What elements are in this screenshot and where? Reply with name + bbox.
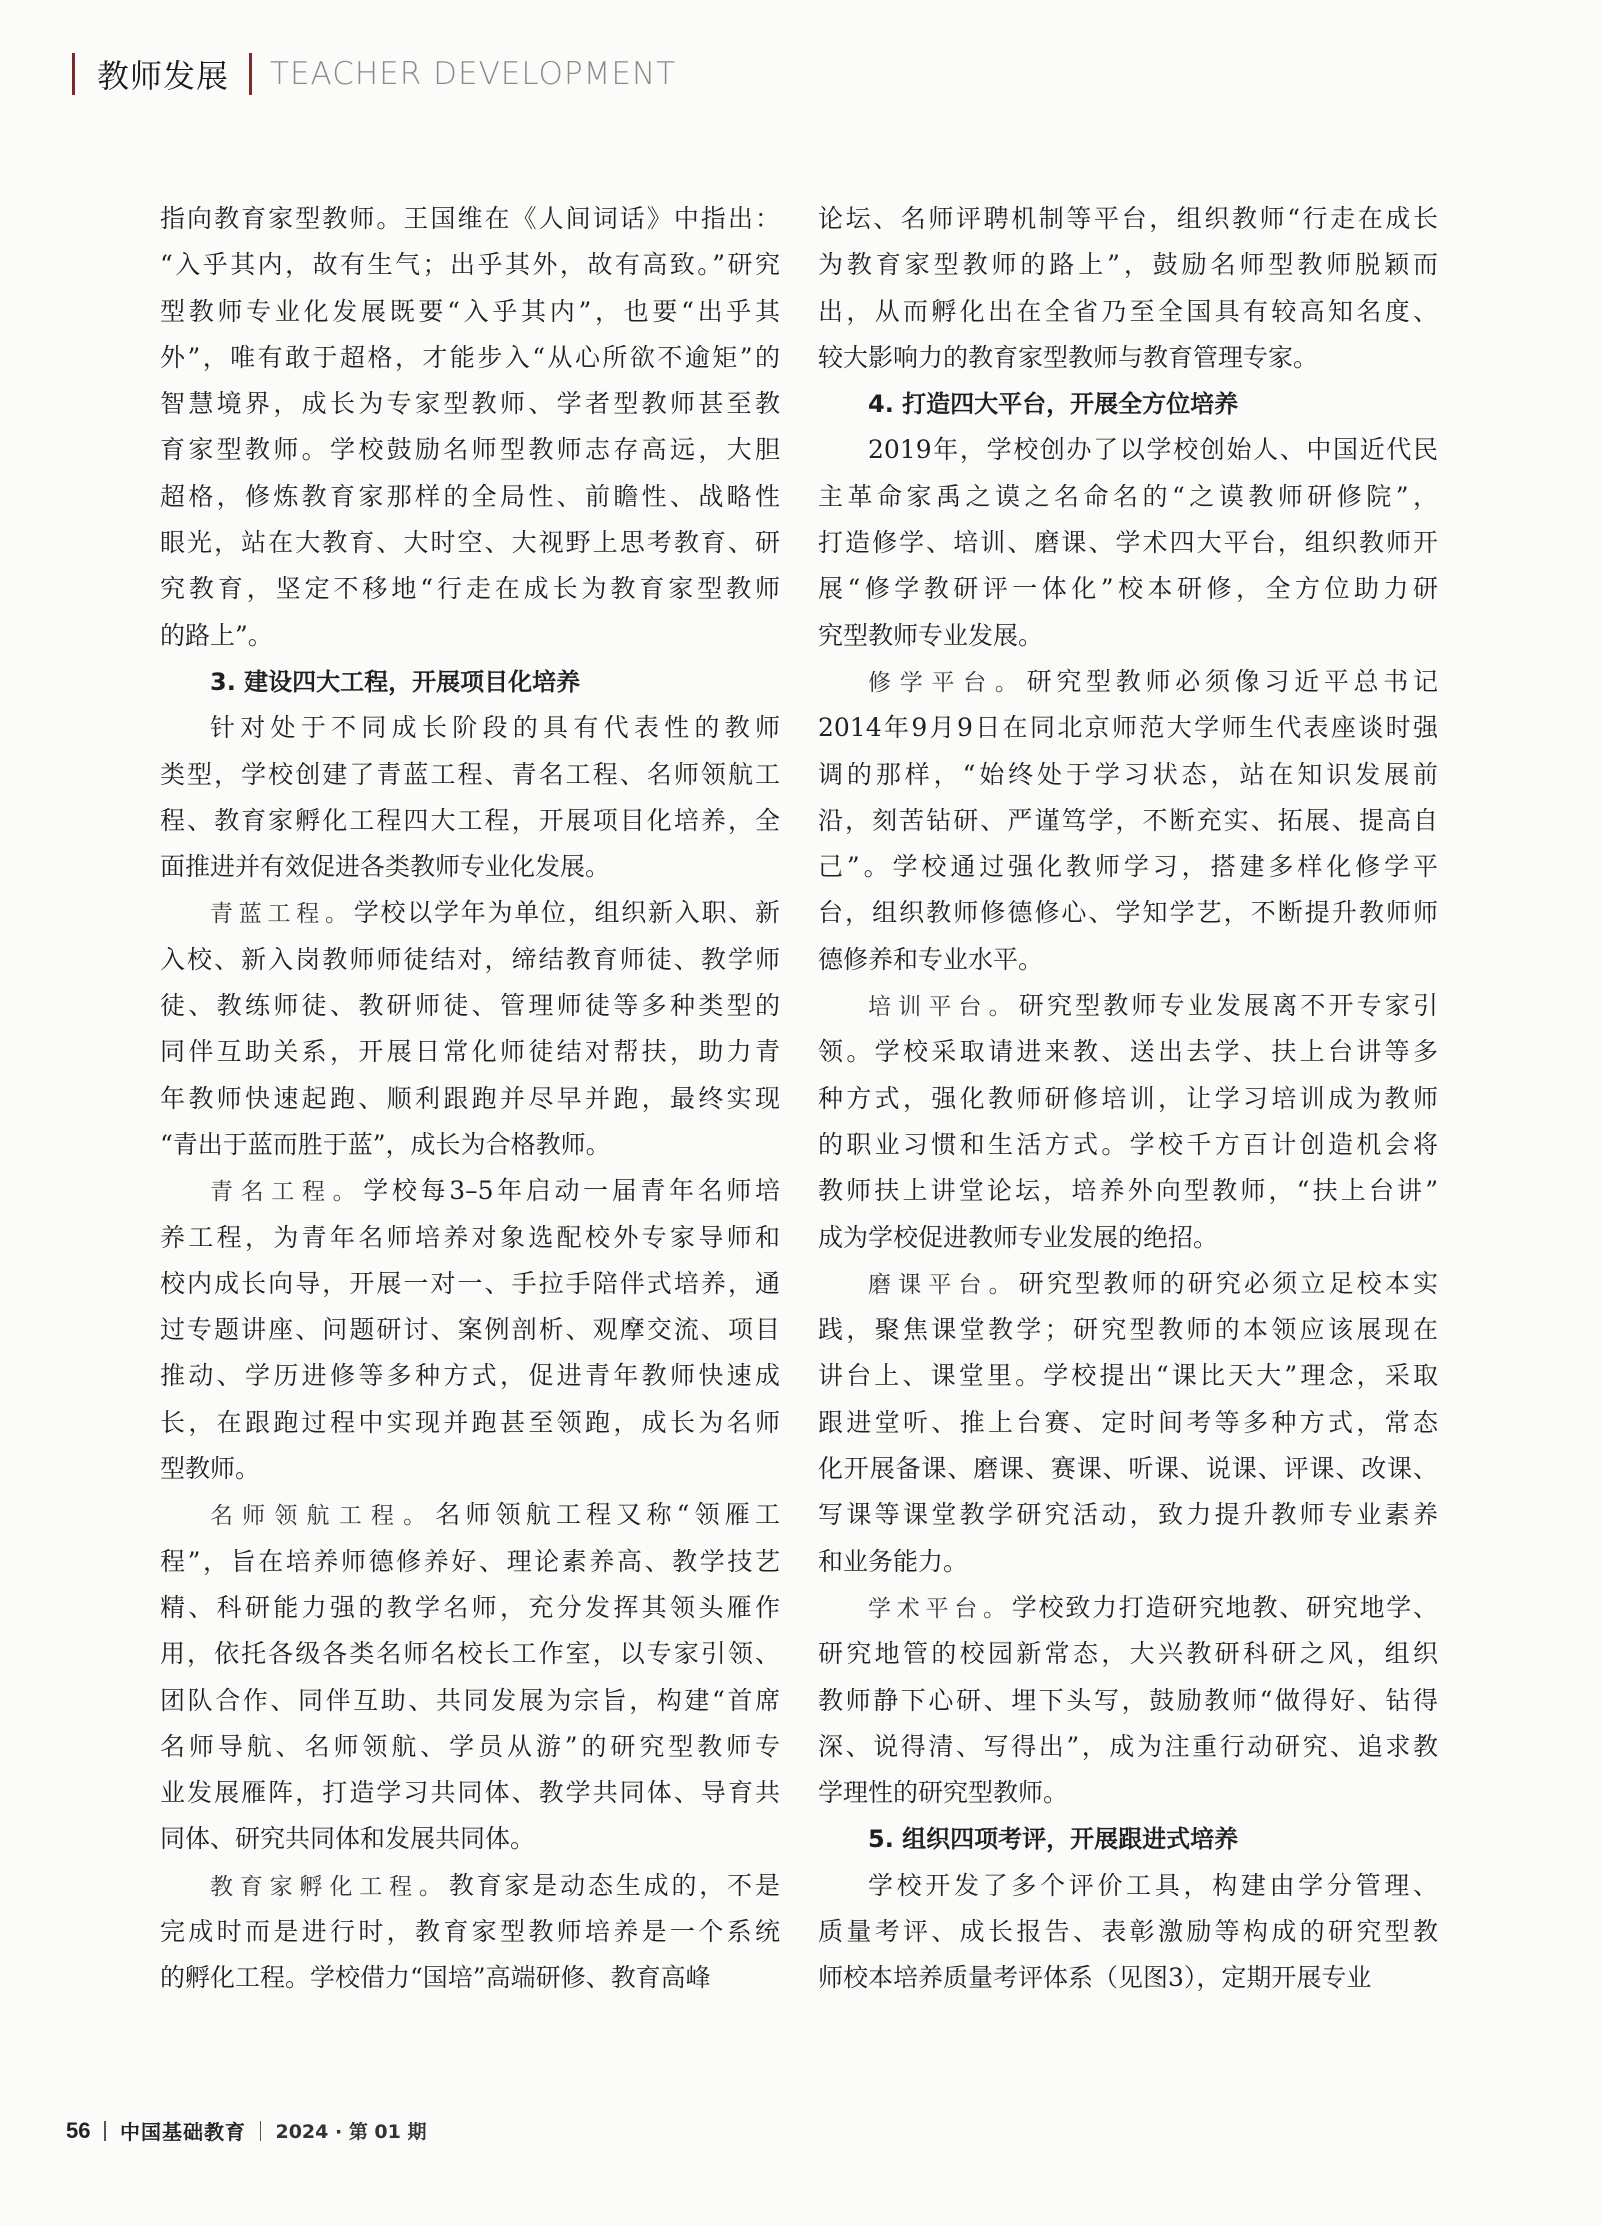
paragraph xyxy=(818,983,1438,1261)
text-line: 主革命家禹之谟之名命名的“之谟教师研修院”， xyxy=(818,481,1438,511)
text-line: 长，在跟跑过程中实现并跑甚至领跑，成长为名师 xyxy=(160,1407,780,1437)
paragraph xyxy=(818,196,1438,381)
paragraph-lead: 青蓝工程。 xyxy=(210,901,354,928)
paragraph xyxy=(818,659,1438,983)
text-line: 质量考评、成长报告、表彰激励等构成的研究型教 xyxy=(818,1916,1438,1946)
text-line: 深、说得清、写得出”，成为注重行动研究、追求教 xyxy=(818,1731,1438,1761)
text-line: 德修养和专业水平。 xyxy=(818,944,1044,974)
text-line: 研究地管的校园新常态，大兴教研科研之风，组织 xyxy=(818,1639,1438,1669)
text-line xyxy=(818,983,1438,1029)
text-line: 究型教师专业发展。 xyxy=(818,620,1044,650)
text-line xyxy=(160,1168,780,1214)
page-number: 56 xyxy=(66,2117,91,2143)
text-line: 写课等课堂教学研究活动，致力提升教师专业素养 xyxy=(818,1500,1438,1530)
text-line: 精、科研能力强的教学名师，充分发挥其领头雁作 xyxy=(160,1592,780,1622)
text-line: 的职业习惯和生活方式。学校千方百计创造机会将 xyxy=(818,1129,1438,1159)
line-text: 研究型教师专业发展离不开专家引 xyxy=(1018,991,1438,1021)
text-line: 名师导航、名师领航、学员从游”的研究型教师专 xyxy=(160,1731,780,1761)
section-heading: 4. 打造四大平台，开展全方位培养 xyxy=(868,390,1239,419)
section-header xyxy=(72,52,676,96)
text-line: 的路上”。 xyxy=(160,620,273,650)
right-column xyxy=(818,196,1438,2002)
text-line: 育家型教师。学校鼓励名师型教师志存高远，大胆 xyxy=(160,435,780,465)
text-line: 打造修学、培训、磨课、学术四大平台，组织教师开 xyxy=(818,528,1438,558)
text-line xyxy=(160,890,780,936)
text-line: 团队合作、同伴互助、共同发展为宗旨，构建“首席 xyxy=(160,1685,780,1715)
text-line: 究教育，坚定不移地“行走在成长为教育家型教师 xyxy=(160,574,780,604)
text-line: 种方式，强化教师研修培训，让学习培训成为教师 xyxy=(818,1083,1438,1113)
line-text: 学校以学年为单位，组织新入职、新 xyxy=(353,898,780,928)
paragraph xyxy=(818,1585,1438,1816)
text-line: 完成时而是进行时，教育家型教师培养是一个系统 xyxy=(160,1916,780,1946)
line-text: 学校致力打造研究地教、研究地学、 xyxy=(1011,1592,1438,1622)
text-line: 学校开发了多个评价工具，构建由学分管理、 xyxy=(868,1870,1438,1900)
text-line: 领。学校采取请进来教、送出去学、扶上台讲等多 xyxy=(818,1037,1438,1067)
text-line: 型教师专业化发展既要“入乎其内”，也要“出乎其 xyxy=(160,296,780,326)
paragraph-lead: 培训平台。 xyxy=(868,994,1019,1021)
magazine-name: 中国基础教育 xyxy=(119,2120,246,2144)
paragraph xyxy=(818,1261,1438,1585)
text-line: 眼光，站在大教育、大时空、大视野上思考教育、研 xyxy=(160,528,780,558)
text-line: 入校、新入岗教师师徒结对，缔结教育师徒、教学师 xyxy=(160,944,780,974)
line-text: 教育家是动态生成的，不是 xyxy=(448,1870,780,1900)
text-line: 2014年9月9日在同北京师范大学师生代表座谈时强 xyxy=(818,713,1438,743)
text-line: “青出于蓝而胜于蓝”，成长为合格教师。 xyxy=(160,1129,611,1159)
footer-divider xyxy=(104,2121,106,2141)
section-heading: 3. 建设四大工程，开展项目化培养 xyxy=(210,667,581,696)
text-line: 智慧境界，成长为专家型教师、学者型教师甚至教 xyxy=(160,389,780,419)
paragraph xyxy=(160,1863,780,2002)
paragraph xyxy=(160,1168,780,1492)
text-line: “入乎其内，故有生气；出乎其外，故有高致。”研究 xyxy=(160,250,780,280)
section-title-cn: 教师发展 xyxy=(97,57,230,95)
paragraph xyxy=(818,427,1438,658)
left-column xyxy=(160,196,780,2002)
text-line: 较大影响力的教育家型教师与教育管理专家。 xyxy=(818,342,1319,372)
text-line: 程、教育家孵化工程四大工程，开展项目化培养，全 xyxy=(160,805,780,835)
text-line: 己”。学校通过强化教师学习，搭建多样化修学平 xyxy=(818,852,1438,882)
section-heading: 5. 组织四项考评，开展跟进式培养 xyxy=(868,1825,1239,1854)
text-line: 同伴互助关系，开展日常化师徒结对帮扶，助力青 xyxy=(160,1037,780,1067)
text-line: 成为学校促进教师专业发展的绝招。 xyxy=(818,1222,1219,1252)
text-line: 徒、教练师徒、教研师徒、管理师徒等多种类型的 xyxy=(160,991,780,1021)
text-line: 教师静下心研、埋下头写，鼓励教师“做得好、钻得 xyxy=(818,1685,1438,1715)
paragraph xyxy=(160,196,780,659)
text-line: 展“修学教研评一体化”校本研修，全方位助力研 xyxy=(818,574,1438,604)
text-line: 出，从而孵化出在全省乃至全国具有较高知名度、 xyxy=(818,296,1438,326)
line-text: 名师领航工程又称“领雁工 xyxy=(435,1500,780,1530)
text-line: 面推进并有效促进各类教师专业化发展。 xyxy=(160,852,611,882)
text-line: 沿，刻苦钻研、严谨笃学，不断充实、拓展、提高自 xyxy=(818,805,1438,835)
footer-divider xyxy=(260,2121,262,2141)
text-line: 校内成长向导，开展一对一、手拉手陪伴式培养，通 xyxy=(160,1268,780,1298)
header-divider-bar xyxy=(249,53,252,95)
text-line: 和业务能力。 xyxy=(818,1546,969,1576)
section-title-en: TEACHER DEVELOPMENT xyxy=(270,56,677,92)
line-text: 研究型教师必须像习近平总书记 xyxy=(1026,666,1438,696)
text-line: 类型，学校创建了青蓝工程、青名工程、名师领航工 xyxy=(160,759,780,789)
text-line: 用，依托各级各类名师名校长工作室，以专家引领、 xyxy=(160,1639,780,1669)
text-line: 程”，旨在培养师德修养好、理论素养高、教学技艺 xyxy=(160,1546,780,1576)
text-line xyxy=(818,659,1438,705)
paragraph-lead: 青名工程。 xyxy=(210,1179,364,1206)
header-accent-bar xyxy=(72,53,75,95)
text-line: 超格，修炼教育家那样的全局性、前瞻性、战略性 xyxy=(160,481,780,511)
text-line: 化开展备课、磨课、赛课、听课、说课、评课、改课、 xyxy=(818,1454,1438,1484)
text-line: 养工程，为青年名师培养对象选配校外专家导师和 xyxy=(160,1222,780,1252)
text-line xyxy=(818,1261,1438,1307)
text-line: 同体、研究共同体和发展共同体。 xyxy=(160,1824,536,1854)
text-line: 为教育家型教师的路上”，鼓励名师型教师脱颖而 xyxy=(818,250,1438,280)
issue-label: 2024 · 第 01 期 xyxy=(275,2121,427,2143)
text-line: 过专题讲座、问题研讨、案例剖析、观摩交流、项目 xyxy=(160,1315,780,1345)
text-line: 年教师快速起跑、顺利跟跑并尽早并跑，最终实现 xyxy=(160,1083,780,1113)
text-line: 的孵化工程。学校借力“国培”高端研修、教育高峰 xyxy=(160,1963,711,1993)
text-line: 讲台上、课堂里。学校提出“课比天大”理念，采取 xyxy=(818,1361,1438,1391)
text-line xyxy=(160,1863,780,1909)
text-line: 型教师。 xyxy=(160,1454,261,1484)
text-line: 教师扶上讲堂论坛，培养外向型教师，“扶上台讲” xyxy=(818,1176,1438,1206)
text-line: 师校本培养质量考评体系（见图3），定期开展专业 xyxy=(818,1963,1372,1993)
text-line: 推动、学历进修等多种方式，促进青年教师快速成 xyxy=(160,1361,780,1391)
text-line: 台，组织教师修德修心、学知学艺，不断提升教师师 xyxy=(818,898,1438,928)
paragraph xyxy=(818,1863,1438,2002)
text-line: 跟进堂听、推上台赛、定时间考等多种方式，常态 xyxy=(818,1407,1438,1437)
paragraph-lead: 名师领航工程。 xyxy=(210,1503,436,1530)
paragraph-lead: 修学平台。 xyxy=(868,669,1027,696)
line-text: 研究型教师的研究必须立足校本实 xyxy=(1018,1268,1438,1298)
text-line: 践，聚焦课堂教学；研究型教师的本领应该展现在 xyxy=(818,1315,1438,1345)
text-line: 论坛、名师评聘机制等平台，组织教师“行走在成长 xyxy=(818,204,1438,233)
paragraph xyxy=(160,1492,780,1862)
text-line xyxy=(160,1492,780,1538)
text-line: 业发展雁阵，打造学习共同体、教学共同体、导育共 xyxy=(160,1778,780,1808)
text-line: 学理性的研究型教师。 xyxy=(818,1778,1069,1808)
text-line: 针对处于不同成长阶段的具有代表性的教师 xyxy=(210,713,780,743)
text-line: 外”，唯有敢于超格，才能步入“从心所欲不逾矩”的 xyxy=(160,342,780,372)
text-line xyxy=(818,1585,1438,1631)
line-text: 学校每3–5年启动一届青年名师培 xyxy=(363,1176,780,1206)
text-line: 指向教育家型教师。王国维在《人间词话》中指出： xyxy=(160,204,780,233)
paragraph-lead: 学术平台。 xyxy=(868,1595,1012,1622)
text-line: 2019年，学校创办了以学校创始人、中国近代民 xyxy=(868,435,1438,465)
paragraph-lead: 磨课平台。 xyxy=(868,1271,1019,1298)
text-line: 调的那样，“始终处于学习状态，站在知识发展前 xyxy=(818,759,1438,789)
paragraph xyxy=(160,890,780,1168)
paragraph-lead: 教育家孵化工程。 xyxy=(210,1873,449,1900)
page-footer xyxy=(66,2116,426,2145)
paragraph xyxy=(160,705,780,890)
